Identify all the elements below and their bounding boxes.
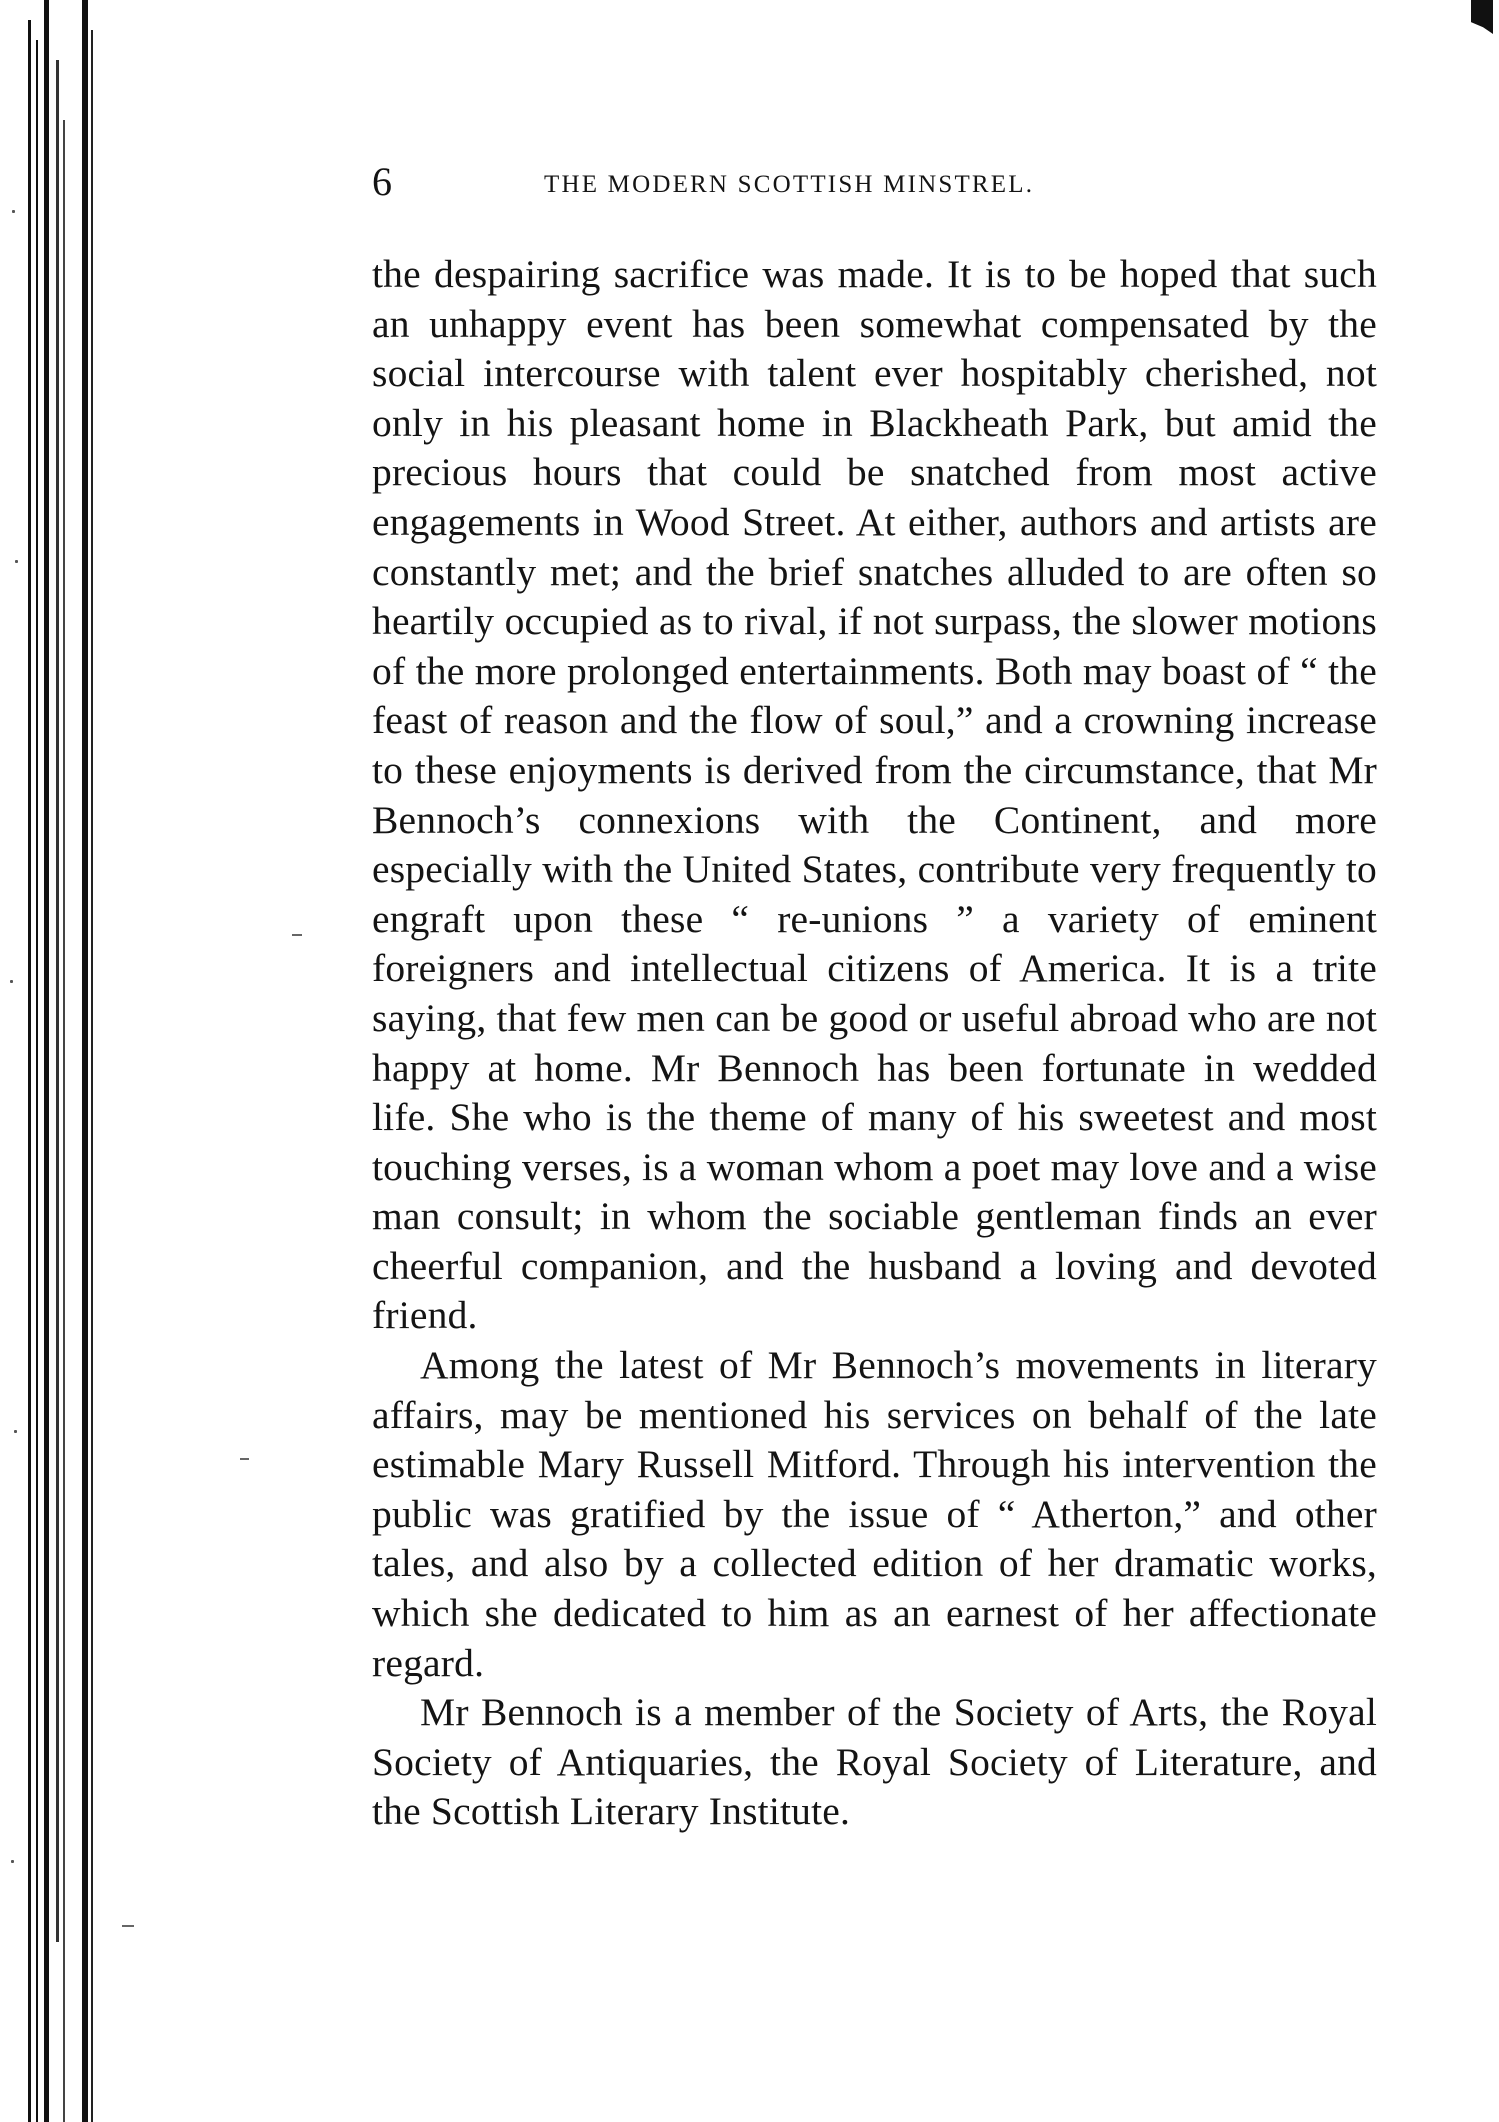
- gutter-line: [91, 30, 93, 2122]
- binding-gutter: [0, 0, 110, 2122]
- gutter-speck: [12, 210, 15, 213]
- page-number: 6: [372, 159, 392, 204]
- stray-mark: [240, 1458, 249, 1460]
- gutter-line: [82, 0, 88, 2122]
- gutter-speck: [10, 980, 13, 983]
- gutter-speck: [14, 1430, 17, 1433]
- running-head: [372, 152, 1372, 212]
- gutter-line: [28, 20, 31, 2122]
- paragraph-3: Mr Bennoch is a member of the Society of Arts, the Royal Society of Antiquaries, the Royal Society of Literature, and the Scottish Literary Institute.: [372, 1690, 1377, 1834]
- paragraph-2: Among the latest of Mr Bennoch’s movements in literary affairs, may be mentioned his services on behalf of the late estimable Mary Russell Mitford. Through his intervention the public was gratified by the issue of “ Atherton,” and other tales, and also by a collected edition of her dramatic works, which she dedicated to him as an earnest of her affectionate regard.: [372, 1343, 1377, 1685]
- gutter-speck: [11, 1860, 14, 1863]
- stray-mark: [122, 1925, 134, 1927]
- corner-ink-mark: [1471, 0, 1493, 34]
- stray-mark: [292, 934, 302, 936]
- gutter-line: [63, 120, 65, 2122]
- gutter-line: [44, 0, 49, 2122]
- body-text: [372, 250, 1377, 1837]
- gutter-line: [36, 40, 38, 2122]
- running-title: THE MODERN SCOTTISH MINSTREL.: [544, 171, 1035, 198]
- gutter-speck: [15, 560, 18, 563]
- gutter-line: [56, 60, 59, 1942]
- paragraph-1: the despairing sacrifice was made. It is to be hoped that such an unhappy event has been somewhat compensated by the social intercourse with talent ever hospitably cherished, not only in his pleasant home in Blackheath Park, but amid the precious hours that could be snatched from most active engagements in Wood Street. At either, authors and artists are constantly met; and the brief snatches alluded to are often so heartily occupied as to rival, if not surpass, the slower motions of the more prolonged entertainments. Both may boast of “ the feast of reason and the flow of soul,” and a crowning increase to these enjoyments is derived from the circumstance, that Mr Bennoch’s connexions with the Continent, and more especially with the United States, contribute very frequently to engraft upon these “ re-unions ” a variety of eminent foreigners and intellectual citizens of America. It is a trite saying, that few men can be good or useful abroad who are not happy at home. Mr Bennoch has been fortunate in wedded life. She who is the theme of many of his sweetest and most touching verses, is a woman whom a poet may love and a wise man consult; in whom the sociable gentleman finds an ever cheerful companion, and the husband a loving and devoted friend.: [372, 252, 1377, 1338]
